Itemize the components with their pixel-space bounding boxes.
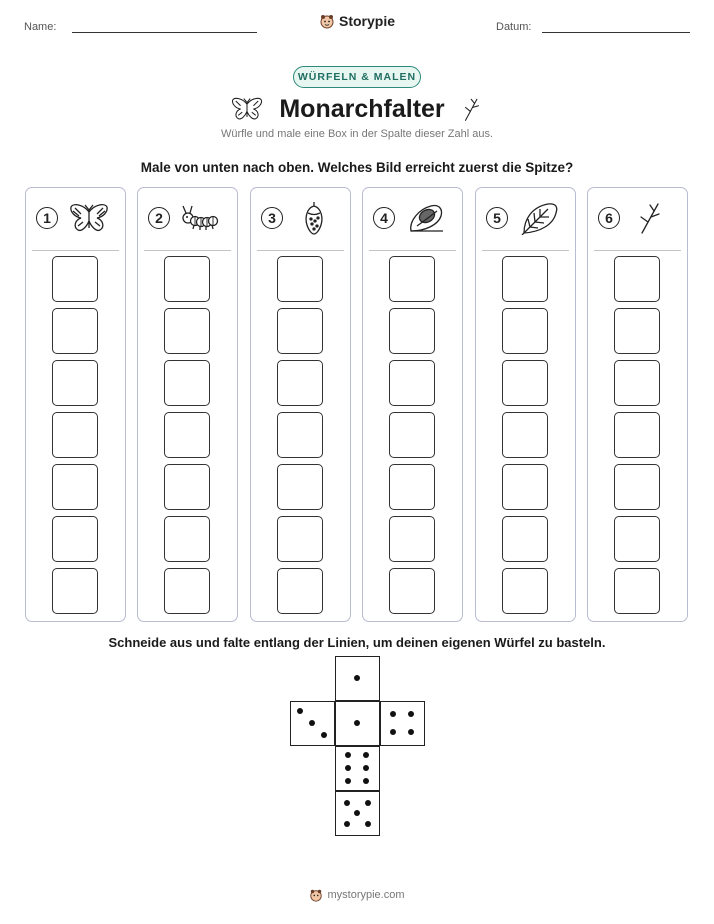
color-box[interactable] <box>389 516 435 562</box>
die-pip <box>354 720 360 726</box>
column-6 <box>587 187 688 622</box>
color-box[interactable] <box>164 516 210 562</box>
die-pip <box>344 821 350 827</box>
column-header <box>138 188 237 250</box>
column-header <box>476 188 575 250</box>
column-divider <box>32 250 119 251</box>
die-pip <box>390 711 396 717</box>
column-divider <box>369 250 456 251</box>
die-pip <box>363 752 369 758</box>
column-number: 2 <box>148 207 170 229</box>
subtitle: Würfle und male eine Box in der Spalte dieser Zahl aus. <box>220 128 494 140</box>
date-line <box>542 32 690 33</box>
storypie-mascot-icon <box>309 888 323 902</box>
die-pip <box>354 810 360 816</box>
die-face-4 <box>380 701 425 746</box>
column-header <box>26 188 125 250</box>
column-1 <box>25 187 126 622</box>
die-pip <box>390 729 396 735</box>
color-box[interactable] <box>614 308 660 354</box>
color-box[interactable] <box>389 308 435 354</box>
color-box[interactable] <box>502 516 548 562</box>
die-pip <box>408 729 414 735</box>
branch-icon <box>630 201 672 235</box>
die-pip <box>365 821 371 827</box>
color-box[interactable] <box>502 568 548 614</box>
instruction-top: Male von unten nach oben. Welches Bild erreicht zuerst die Spitze? <box>140 160 574 175</box>
column-divider <box>482 250 569 251</box>
column-header <box>251 188 350 250</box>
color-box[interactable] <box>614 412 660 458</box>
color-box[interactable] <box>389 256 435 302</box>
column-divider <box>144 250 231 251</box>
die-face-1 <box>335 656 380 701</box>
color-box[interactable] <box>52 412 98 458</box>
brand-name: Storypie <box>338 13 395 29</box>
color-box[interactable] <box>277 308 323 354</box>
die-pip <box>363 778 369 784</box>
brand-logo <box>0 13 714 29</box>
color-box[interactable] <box>52 256 98 302</box>
die-pip <box>408 711 414 717</box>
footer-url: mystorypie.com <box>327 889 405 901</box>
leaf-icon <box>518 201 560 235</box>
color-box[interactable] <box>277 568 323 614</box>
column-number: 4 <box>373 207 395 229</box>
column-divider <box>594 250 681 251</box>
die-pip <box>344 800 350 806</box>
storypie-mascot-icon <box>319 13 335 29</box>
color-box[interactable] <box>277 464 323 510</box>
column-number: 5 <box>486 207 508 229</box>
instruction-bottom: Schneide aus und falte entlang der Linien, um deinen eigenen Würfel zu basteln. <box>108 635 606 650</box>
color-box[interactable] <box>389 412 435 458</box>
column-number: 3 <box>261 207 283 229</box>
die-face-5 <box>335 791 380 836</box>
color-box[interactable] <box>164 308 210 354</box>
color-box[interactable] <box>502 256 548 302</box>
column-4 <box>362 187 463 622</box>
die-pip <box>363 765 369 771</box>
chrysalis-icon <box>293 201 335 235</box>
column-5 <box>475 187 576 622</box>
color-box[interactable] <box>52 568 98 614</box>
die-face-3 <box>290 701 335 746</box>
butterfly-icon <box>68 201 110 235</box>
die-pip <box>345 752 351 758</box>
activity-badge: WÜRFELN & MALEN <box>293 66 421 88</box>
color-box[interactable] <box>614 360 660 406</box>
color-box[interactable] <box>52 360 98 406</box>
die-face-6 <box>335 746 380 791</box>
column-2 <box>137 187 238 622</box>
color-box[interactable] <box>164 256 210 302</box>
die-pip <box>365 800 371 806</box>
seed-pod-icon <box>405 201 447 235</box>
die-pip <box>345 765 351 771</box>
color-box[interactable] <box>52 464 98 510</box>
column-header <box>363 188 462 250</box>
column-divider <box>257 250 344 251</box>
page-title: Monarchfalter <box>279 94 445 123</box>
color-box[interactable] <box>502 412 548 458</box>
color-box[interactable] <box>164 464 210 510</box>
color-box[interactable] <box>389 464 435 510</box>
die-pip <box>354 675 360 681</box>
color-box[interactable] <box>614 256 660 302</box>
butterfly-icon <box>231 96 263 122</box>
color-box[interactable] <box>389 360 435 406</box>
color-box[interactable] <box>277 360 323 406</box>
date-label: Datum: <box>496 21 532 33</box>
branch-icon <box>461 96 483 122</box>
title-row <box>0 92 714 126</box>
color-box[interactable] <box>164 568 210 614</box>
column-number: 6 <box>598 207 620 229</box>
die-pip <box>309 720 315 726</box>
color-box[interactable] <box>614 568 660 614</box>
color-box[interactable] <box>502 360 548 406</box>
color-box[interactable] <box>277 412 323 458</box>
column-header <box>588 188 687 250</box>
die-pip <box>297 708 303 714</box>
column-number: 1 <box>36 207 58 229</box>
color-box[interactable] <box>502 308 548 354</box>
name-line <box>72 32 257 33</box>
die-pip <box>321 732 327 738</box>
color-box[interactable] <box>614 464 660 510</box>
color-box[interactable] <box>52 308 98 354</box>
color-box[interactable] <box>277 256 323 302</box>
name-label: Name: <box>24 21 57 33</box>
color-box[interactable] <box>277 516 323 562</box>
column-3 <box>250 187 351 622</box>
die-pip <box>345 778 351 784</box>
color-box[interactable] <box>164 412 210 458</box>
color-box[interactable] <box>164 360 210 406</box>
color-box[interactable] <box>502 464 548 510</box>
color-box[interactable] <box>389 568 435 614</box>
color-box[interactable] <box>614 516 660 562</box>
die-face-1 <box>335 701 380 746</box>
color-box[interactable] <box>52 516 98 562</box>
footer <box>0 888 714 902</box>
caterpillar-icon <box>180 201 222 235</box>
